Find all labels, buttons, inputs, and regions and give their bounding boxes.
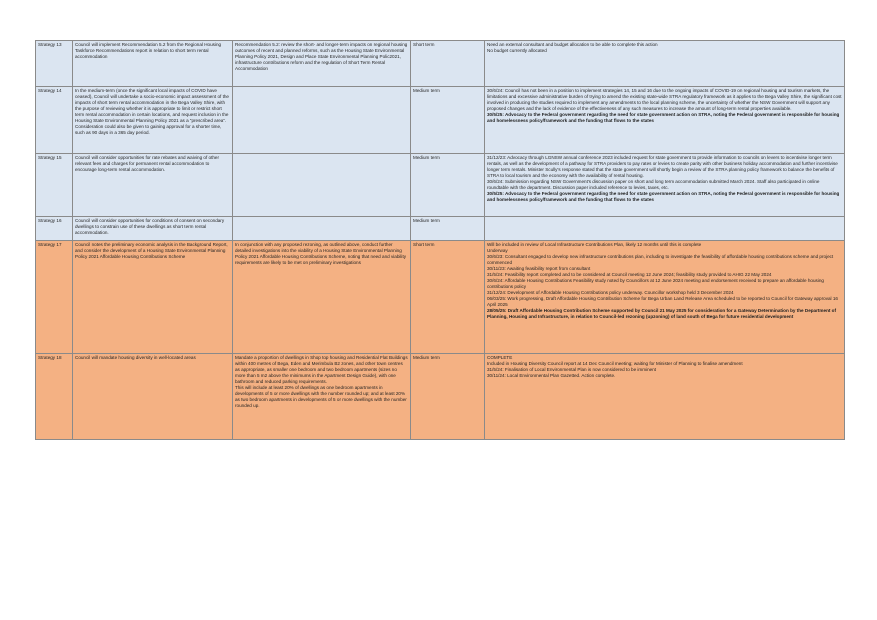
strategy-id: Strategy 17 (36, 241, 73, 354)
status-update-line: 31/12/23: Advocacy through LGNSW annual conference 2023 included request for state government to provide information to councils on levers to incentivise longer term rentals, as well as the development of a pathway for STRA providers to pay rates or levies to create parity with other business holiday accommodation and further incentivise longer term rentals. Minister Scully's response stated that the state government will shortly begin a review of the STRA planning policy framework to balance the benefits of STRA to local tourism and the economy with the availability of rental housing. (487, 155, 838, 178)
strategy-status (485, 87, 845, 154)
strategy-detail: Mandate a proportion of dwellings in Shop top housing and Residential Flat Buildings within 400 metres of Bega, Eden and Merimbula B2 zones, and other town centres as appropriate, as smaller one bedroom and two bedroom apartments (sizes no more than 5 m2 above the minimums in the Apartment Design Guide), with one bathroom and reduced parking requirements. This will include at least 20% of dwellings as one bedroom apartments in developments of 5 or more dwellings with the number rounded up; and at least 20% as two bedroom apartments in developments of 5 or more dwellings with the number rounded up. (233, 354, 411, 440)
status-update-line: 31/12/24: Development of Affordable Housing Contributions policy underway. Councillor workshop held 3 December 2024 (487, 290, 734, 295)
status-update-line: Included in Housing Diversity Council report at 14 Dec Council meeting; waiting for Minister of Planning to finalise amendment (487, 361, 743, 366)
strategy-action: Council will consider opportunities for conditions of consent on secondary dwellings to constrain use of these dwellings as short term rental accommodation. (73, 217, 233, 241)
table-row (36, 41, 845, 87)
strategy-status (485, 241, 845, 354)
strategy-id: Strategy 15 (36, 154, 73, 217)
status-update-line: 31/5/24: Feasibility report completed and to be considered at Council meeting 12 June 2024; feasibility study provided to AHIG 22 May 2024 (487, 272, 772, 277)
status-update-line: 30/6/23: Consultant engaged to develop new infrastructure contributions plan, including to investigate the feasibility of affordable housing contributions scheme and project commenced (487, 254, 834, 265)
strategy-status (485, 41, 845, 87)
status-update-line: No budget currently allocated (487, 48, 547, 53)
strategy-timeframe: Short term (411, 41, 485, 87)
status-update-line: 06/03/25: Work progressing, Draft Affordable Housing Contribution Scheme for Bega Urban Land Release Area scheduled to be reported to Council for Gateway approval 16 April 2025 (487, 296, 838, 307)
table-row (36, 354, 845, 440)
strategy-action-text: In the medium-term (once the significant local impacts of COVID have ceased), Council will undertake a socio-economic impact assessment of the impacts of short term rental accommodation in the Bega Valley Shire, with the purpose of reviewing whether it is appropriate to limit or restrict short term rental accommodation in certain locations, and request inclusion in the Housing State Environmental Planning Policy 2021 as a “prescribed area”. Consideration could also be given to gaining approval for a shorter time, such as 90 days in a 365 day period. (75, 88, 229, 135)
status-update-line: 30/6/24: Affordable Housing Contributions Feasibility study noted by Councillors at 12 June 2024 meeting and endorsement received to prepare an affordable housing contributions policy (487, 278, 824, 289)
table-row (36, 217, 845, 241)
strategy-action: Council will implement Recommendation 5.2 from the Regional Housing Taskforce Recommendations report in relation to short term rental accommodation (73, 41, 233, 87)
strategy-detail (233, 87, 411, 154)
strategy-id: Strategy 14 (36, 87, 73, 154)
strategy-action: Council will consider opportunities for rate rebates and waiving of other relevant fees and charges for permanent rental accommodation to encourage long-term rental accommodation. (73, 154, 233, 217)
strategy-timeframe: Medium term (411, 217, 485, 241)
status-update-line: 31/5/24: Finalisation of Local Environmental Plan is now considered to be imminent (487, 367, 657, 372)
status-update-line: Need an external consultant and budget allocation to be able to complete this action (487, 42, 658, 47)
strategy-status (485, 154, 845, 217)
strategy-action: Council will mandate housing diversity in well-located areas (73, 354, 233, 440)
status-update-line: 30/5/25: Advocacy to the Federal government regarding the need for state government action on STRA, noting the Federal government is responsible for housing and homelessness policy/framework and the funding that flows to the states (487, 112, 840, 123)
status-update-line: COMPLETE (487, 355, 513, 360)
strategy-status (485, 354, 845, 440)
status-update-line: 30/11/24: Local Environmental Plan Gazetted. Action complete. (487, 373, 616, 378)
strategy-id: Strategy 13 (36, 41, 73, 87)
status-update-line: 30/11/23: Awaiting feasibility report from consultant (487, 266, 591, 271)
strategy-detail: In conjunction with any proposed rezoning, as outlined above, conduct further detailed investigations into the viability of a Housing State Environmental Planning Policy 2021 Affordable Housing Contributions Scheme, noting that need and viability requirements are likely to be met on preliminary investigations (233, 241, 411, 354)
status-update-line: 30/6/24: Council has not been in a position to implement strategies 14, 15 and 16 due to the ongoing impacts of COVID-19 on regional housing and tourism markets, the limitations and excessive administrative burden of trying to amend the existing state-wide STRA regulatory framework as it applies to the Bega Valley Shire, the significant cost involved in producing the studies required to implement any amendments to the local planning scheme, the uncertainty of whether the NSW Government will support any proposed changes and the lack of evidence of the effectiveness of any such measures to increase the amount of long-term rental properties available. (487, 88, 842, 111)
strategy-action: Council notes the preliminary economic analysis in the Background Report, and consider the development of a Housing State Environmental Planning Policy 2021 Affordable Housing Contributions Scheme (73, 241, 233, 354)
strategy-timeframe: Medium term (411, 154, 485, 217)
strategy-timeframe: Medium term (411, 354, 485, 440)
status-update-line: 30/6/24: Submission regarding NSW Government's discussion paper on short and long term accommodation submitted March 2024. Staff also participated in online roundtable with the department. Discussion paper included reference to levies, taxes, etc. (487, 179, 820, 190)
strategy-detail (233, 154, 411, 217)
table-row (36, 241, 845, 354)
strategy-detail: Recommendation 5.2: review the short- and longer-term impacts on regional housing outcomes of recent and planned reforms, such as the Housing State Environmental Planning Policy 2021, Design and Place State Environmental Planning Polic2021, infrastructure contributions reform and the regulation of Short Term Rental Accommodation (233, 41, 411, 87)
strategy-timeframe: Short term (411, 241, 485, 354)
strategy-timeframe: Medium term (411, 87, 485, 154)
table-row (36, 87, 845, 154)
strategy-detail (233, 217, 411, 241)
strategy-table (35, 40, 845, 440)
status-update-line: 28/05/25: Draft Affordable Housing Contribution Scheme supported by Council 21 May 2025 for consideration for a Gateway Determination by the Department of Planning, Housing and Infrastructure, in relation to Council-led rezoning (upzoning) of land south of Bega for future residential development (487, 308, 837, 319)
status-update-line: 30/5/25: Advocacy to the Federal government regarding the need for state government action on STRA, noting the Federal government is responsible for housing and homelessness policy/framework and the funding that flows to the states (487, 191, 840, 202)
strategy-id: Strategy 18 (36, 354, 73, 440)
strategy-id: Strategy 16 (36, 217, 73, 241)
table-row (36, 154, 845, 217)
strategy-action (73, 87, 233, 154)
strategy-status (485, 217, 845, 241)
status-update-line: Will be included in review of Local Infrastructure Contributions Plan, likely 12 months until this is complete (487, 242, 702, 247)
status-update-line: Underway (487, 248, 508, 253)
